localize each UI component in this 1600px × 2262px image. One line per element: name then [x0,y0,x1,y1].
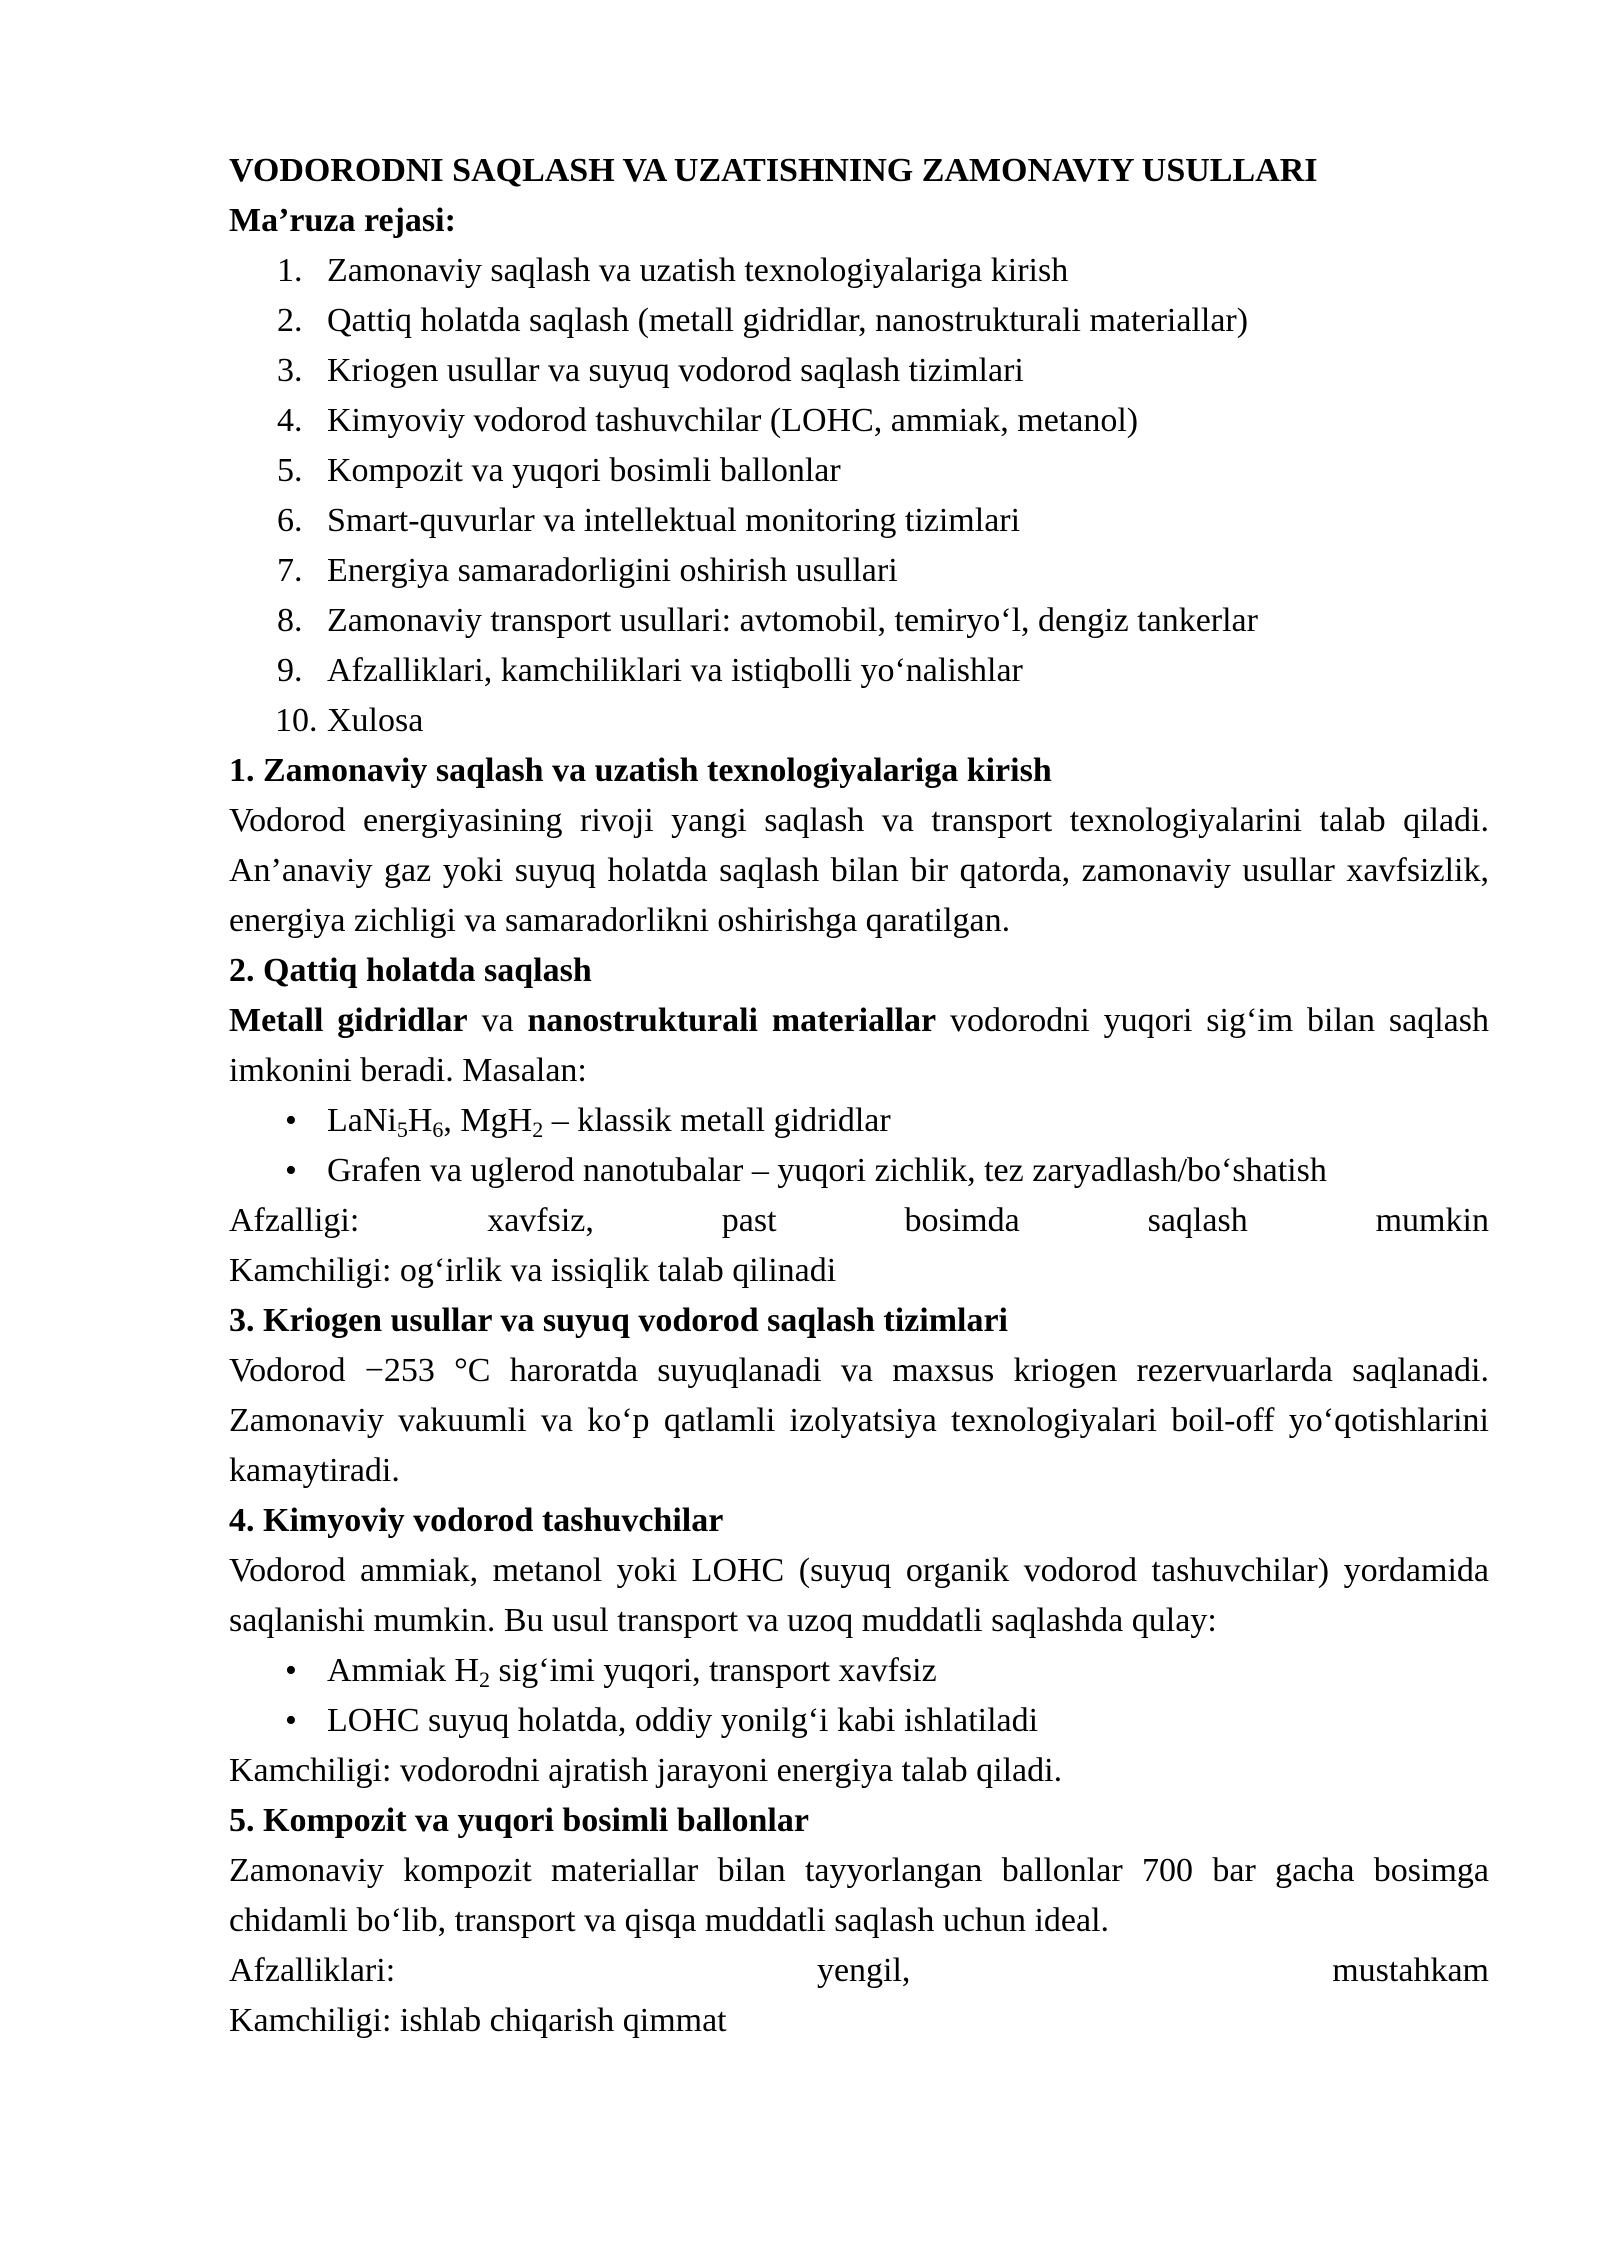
section-5-disadvantages: Kamchiligi: ishlab chiqarish qimmat [229,2002,727,2039]
item-text: Afzalliklari, kamchiliklari va istiqbolli yo‘nalishlar [327,652,1023,689]
section-2-heading: 2. Qattiq holatda saqlash [229,952,592,989]
item-number: 5. [277,452,303,489]
bullet-item [229,1646,1489,1696]
text-span: – klassik metall gidridlar [543,1102,891,1139]
section-2-disadvantages: Kamchiligi: og‘irlik va issiqlik talab qilinadi [229,1252,837,1289]
text-span: , MgH [443,1102,533,1139]
list-item [229,596,1489,646]
word: mumkin [1375,1202,1489,1239]
item-text: Qattiq holatda saqlash (metall gidridlar, nanostrukturali materiallar) [327,302,1249,339]
text-span: va [467,1002,528,1039]
section-4-disadvantages: Kamchiligi: vodorodni ajratish jarayoni energiya talab qiladi. [229,1752,1063,1789]
subscript: 2 [479,1667,491,1692]
word: saqlash [1147,1202,1248,1239]
list-item [229,646,1489,696]
word: yengil, [816,1952,911,1989]
bullet-icon: • [285,1152,297,1189]
item-text: Smart-quvurlar va intellektual monitoring tizimlari [327,502,1021,539]
text-span: Grafen va uglerod nanotubalar – yuqori zichlik, tez zaryadlash/bo‘shatish [327,1152,1327,1189]
section-2-paragraph [229,996,1489,1096]
item-number: 8. [277,602,303,639]
bullet-icon: • [285,1652,297,1689]
section-3-paragraph: Vodorod −253 °C haroratda suyuqlanadi va maxsus kriogen rezervuarlarda saqlanadi. Zamonaviy vakuumli va ko‘p qatlamli izolyatsiya texnologiyalari boil-off yo‘qotishlarini kamaytiradi. [229,1352,1489,1489]
bullet-icon: • [285,1102,297,1139]
subscript: 5 [396,1117,408,1142]
item-text: Energiya samaradorligini oshirish usullari [327,552,898,589]
item-number: 4. [277,402,303,439]
section-4-paragraph: Vodorod ammiak, metanol yoki LOHC (suyuq organik vodorod tashuvchilar) yordamida saqlanishi mumkin. Bu usul transport va uzoq muddatli saqlashda qulay: [229,1552,1489,1639]
section-1-paragraph: Vodorod energiyasining rivoji yangi saqlash va transport texnologiyalarini talab qiladi. An’anaviy gaz yoki suyuq holatda saqlash bilan bir qatorda, zamonaviy usullar xavfsizlik, energiya zichligi va samaradorlikni oshirishga qaratilgan. [229,802,1489,939]
word: Afzalligi: [229,1202,360,1239]
section-5-paragraph: Zamonaviy kompozit materiallar bilan tayyorlangan ballonlar 700 bar gacha bosimga chidamli bo‘lib, transport va qisqa muddatli saqlash uchun ideal. [229,1852,1489,1939]
bullet-item [229,1146,1489,1196]
text-span: LOHC suyuq holatda, oddiy yonilg‘i kabi ishlatiladi [327,1702,1039,1739]
list-item [229,496,1489,546]
item-text: Zamonaviy saqlash va uzatish texnologiyalariga kirish [327,252,1069,289]
list-item [229,696,1489,746]
item-text: Xulosa [327,702,424,739]
lecture-plan-list [229,246,1489,746]
word: bosimda [904,1202,1020,1239]
term-metal-hydrides: Metall gidridlar [229,1002,468,1039]
section-3-heading: 3. Kriogen usullar va suyuq vodorod saqlash tizimlari [229,1302,1008,1339]
item-number: 6. [277,502,303,539]
section-4-bullets [229,1646,1489,1746]
section-2-bullets [229,1096,1489,1196]
subscript: 6 [432,1117,444,1142]
list-item [229,546,1489,596]
section-2-advantages [229,1196,1489,1246]
list-item [229,396,1489,446]
section-4-heading: 4. Kimyoviy vodorod tashuvchilar [229,1502,724,1539]
item-text: Kimyoviy vodorod tashuvchilar (LOHC, ammiak, metanol) [327,402,1139,439]
bullet-icon: • [285,1702,297,1739]
text-span: Ammiak H [327,1652,480,1689]
text-span: vodorodni yuqori sig‘im bilan saqlash imkonini beradi. Masalan: [229,1002,1489,1089]
item-text: Kompozit va yuqori bosimli ballonlar [327,452,841,489]
document-page [229,146,1489,2046]
item-number: 3. [277,352,303,389]
list-item [229,446,1489,496]
item-text: Kriogen usullar va suyuq vodorod saqlash tizimlari [327,352,1024,389]
word: Afzalliklari: [229,1952,396,1989]
item-number: 1. [277,252,303,289]
section-1-heading: 1. Zamonaviy saqlash va uzatish texnologiyalariga kirish [229,752,1052,789]
bullet-item [229,1096,1489,1146]
term-nanostructured-materials: nanostrukturali materiallar [527,1002,937,1039]
list-item [229,346,1489,396]
subscript: 2 [532,1117,544,1142]
text-span: H [407,1102,433,1139]
item-number: 2. [277,302,303,339]
item-text: Zamonaviy transport usullari: avtomobil, temiryo‘l, dengiz tankerlar [327,602,1258,639]
bullet-item [229,1696,1489,1746]
word: mustahkam [1332,1952,1489,1989]
word: xavfsiz, [487,1202,594,1239]
item-number: 7. [277,552,303,589]
document-title: VODORODNI SAQLASH VA UZATISHNING ZAMONAVIY USULLARI [229,152,1318,189]
item-number: 10. [275,702,318,739]
text-span: sig‘imi yuqori, transport xavfsiz [490,1652,937,1689]
item-number: 9. [277,652,303,689]
section-5-heading: 5. Kompozit va yuqori bosimli ballonlar [229,1802,809,1839]
list-item [229,296,1489,346]
section-5-advantages [229,1946,1489,1996]
plan-heading: Ma’ruza rejasi: [229,202,456,239]
list-item [229,246,1489,296]
text-span: LaNi [327,1102,397,1139]
word: past [721,1202,777,1239]
